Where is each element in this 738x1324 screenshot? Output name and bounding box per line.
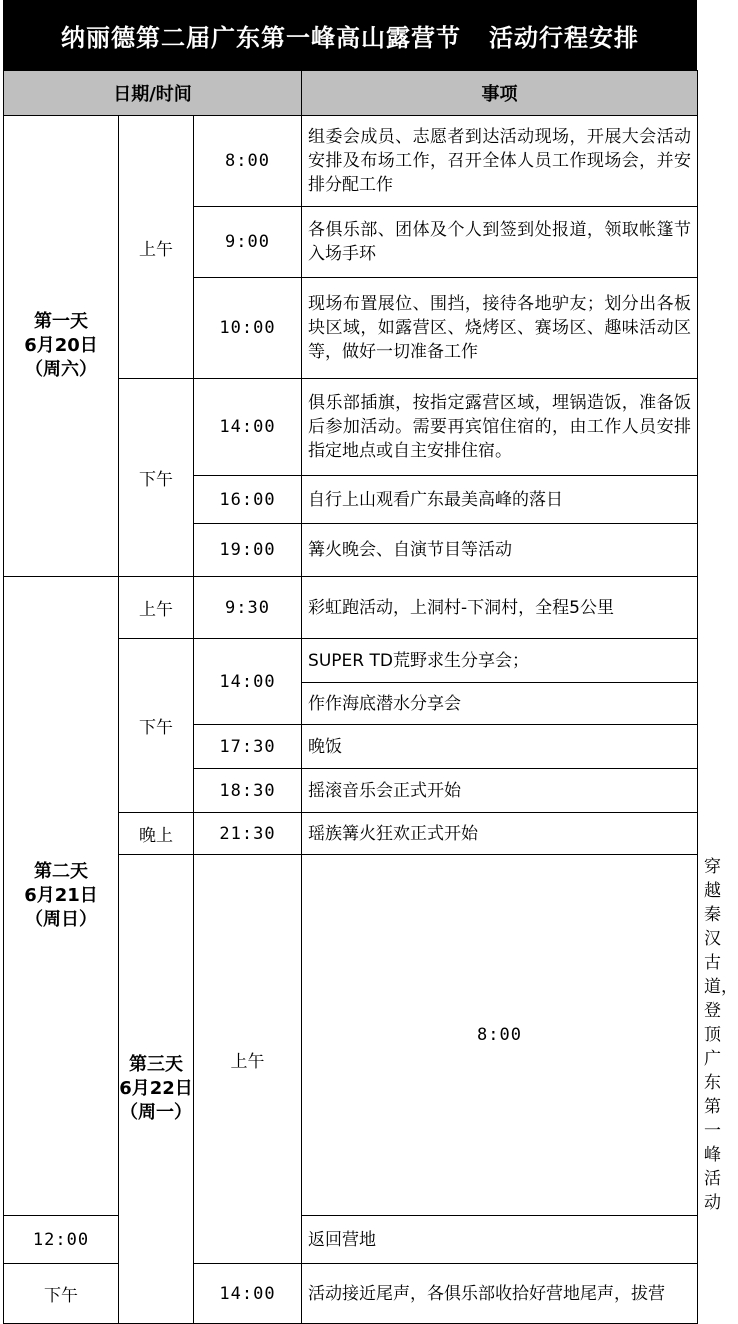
period-cell: 上午 bbox=[194, 855, 302, 1264]
table-row: 第三天 6月22日 （周一） 上午 8:00 穿越秦汉古道，登顶广东第一峰活动 bbox=[4, 855, 698, 1216]
table-row bbox=[4, 1264, 698, 1324]
item-cell: 彩虹跑活动，上洞村-下洞村，全程5公里 bbox=[302, 577, 698, 639]
item-cell: 自行上山观看广东最美高峰的落日 bbox=[302, 476, 698, 524]
time-cell: 10:00 bbox=[194, 278, 302, 379]
item-cell: 作作海底潜水分享会 bbox=[302, 683, 698, 725]
day-cell: 第三天 6月22日 （周一） bbox=[119, 855, 194, 1324]
day-cell: 第一天 6月20日 （周六） bbox=[4, 116, 119, 577]
schedule-table bbox=[3, 70, 738, 1324]
time-cell: 9:00 bbox=[194, 207, 302, 278]
item-cell: 组委会成员、志愿者到达活动现场，开展大会活动安排及布场工作，召开全体人员工作现场会，并安排分配工作 bbox=[302, 116, 698, 207]
time-cell: 19:00 bbox=[194, 524, 302, 577]
item-cell: 活动接近尾声，各俱乐部收拾好营地尾声，拔营 bbox=[302, 1264, 698, 1324]
title-main: 纳丽德第二届广东第一峰高山露营节 bbox=[61, 23, 461, 52]
time-cell: 12:00 bbox=[4, 1216, 119, 1264]
table-row bbox=[4, 1216, 698, 1264]
item-cell: 摇滚音乐会正式开始 bbox=[302, 769, 698, 813]
time-cell: 21:30 bbox=[194, 813, 302, 855]
title-sub: 活动行程安排 bbox=[489, 23, 639, 52]
time-cell: 8:00 bbox=[302, 855, 698, 1216]
time-cell: 18:30 bbox=[194, 769, 302, 813]
period-cell: 下午 bbox=[119, 379, 194, 577]
item-cell: SUPER TD荒野求生分享会； bbox=[302, 639, 698, 683]
time-cell: 16:00 bbox=[194, 476, 302, 524]
period-cell: 上午 bbox=[119, 116, 194, 379]
time-cell: 17:30 bbox=[194, 725, 302, 769]
period-cell: 晚上 bbox=[119, 813, 194, 855]
table-row bbox=[4, 116, 698, 207]
item-cell: 各俱乐部、团体及个人到签到处报道，领取帐篷节入场手环 bbox=[302, 207, 698, 278]
day-cell: 第二天 6月21日 （周日） bbox=[4, 577, 119, 1216]
time-cell: 14:00 bbox=[194, 1264, 302, 1324]
time-cell: 8:00 bbox=[194, 116, 302, 207]
item-cell: 瑶族篝火狂欢正式开始 bbox=[302, 813, 698, 855]
column-header-item: 事项 bbox=[302, 71, 698, 116]
item-cell: 现场布置展位、围挡，接待各地驴友；划分出各板块区域，如露营区、烧烤区、赛场区、趣味活动区等，做好一切准备工作 bbox=[302, 278, 698, 379]
time-cell: 14:00 bbox=[194, 639, 302, 725]
period-cell: 下午 bbox=[119, 639, 194, 813]
schedule-document bbox=[3, 0, 738, 1324]
item-cell: 返回营地 bbox=[302, 1216, 698, 1264]
table-header-row bbox=[4, 71, 698, 116]
item-cell: 俱乐部插旗，按指定露营区域，埋锅造饭，准备饭后参加活动。需要再宾馆住宿的，由工作人员安排指定地点或自主安排住宿。 bbox=[302, 379, 698, 476]
column-header-datetime: 日期/时间 bbox=[4, 71, 302, 116]
table-row bbox=[4, 577, 698, 639]
time-cell: 14:00 bbox=[194, 379, 302, 476]
page-title bbox=[3, 0, 697, 70]
time-cell: 9:30 bbox=[194, 577, 302, 639]
period-cell: 上午 bbox=[119, 577, 194, 639]
item-cell: 篝火晚会、自演节目等活动 bbox=[302, 524, 698, 577]
period-cell: 下午 bbox=[4, 1264, 119, 1324]
item-cell: 晚饭 bbox=[302, 725, 698, 769]
